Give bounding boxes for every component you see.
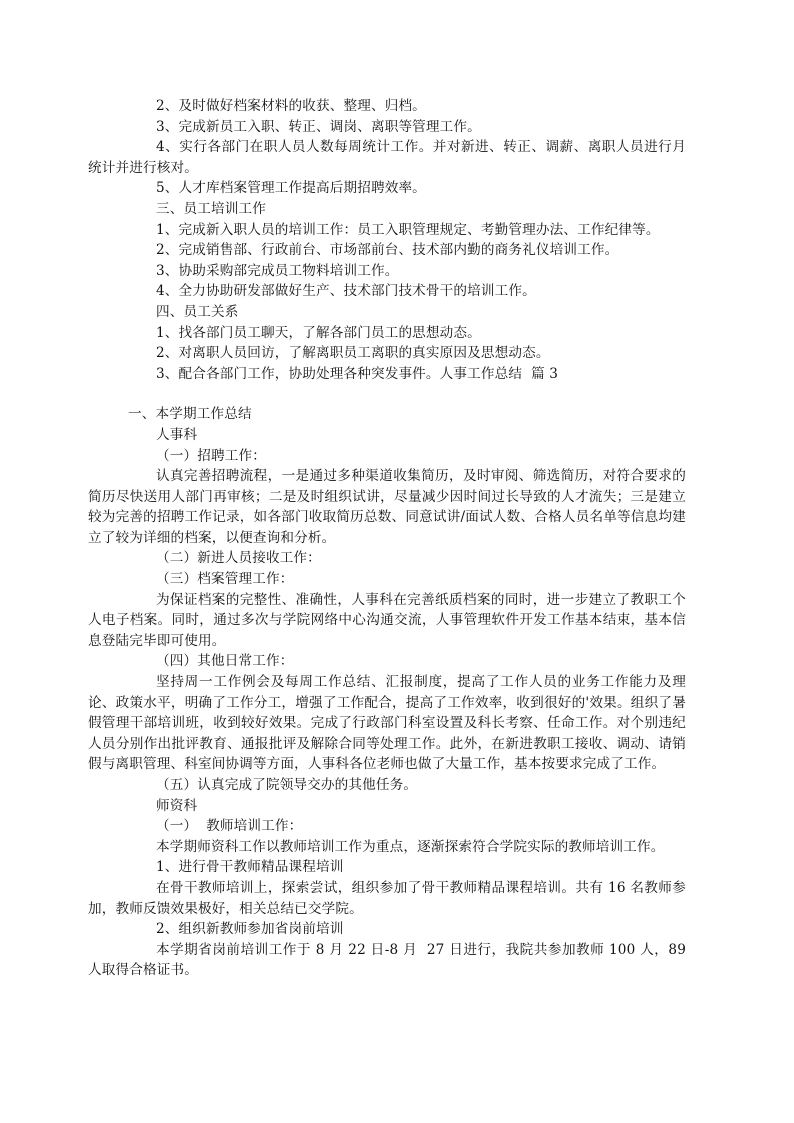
subsection-heading: （二）新进人员接收工作： [156,550,321,567]
list-item: 2、对离职人员回访，了解离职员工离职的真实原因及思想动态。 [156,345,550,362]
paragraph-gap [118,384,686,404]
subsection-heading: （一）招聘工作： [156,447,266,464]
body-paragraph: 在骨干教师培训上，探索尝试，组织参加了骨干教师精品课程培训。共有 16 名教师参加，教师反馈效果极好，相关总结已交学院。 [88,879,686,917]
list-item: 2、组织新教师参加省岗前培训 [156,921,344,938]
list-item: 3、配合各部门工作，协助处理各种突发事件。人事工作总结 篇 3 [156,365,559,382]
section-heading: 三、员工培训工作 [156,200,266,217]
subsection-heading: 师资科 [156,797,198,814]
list-item: 4、实行各部门在职人员人数每周统计工作。并对新进、转正、调薪、离职人员进行月统计并进行核对。 [88,139,686,176]
section-heading: 一、本学期工作总结 [128,406,252,423]
body-paragraph: 坚持周一工作例会及每周工作总结、汇报制度，提高了工作人员的业务工作能力及理论、政策水平，明确了工作分工，增强了工作配合，提高了工作效率，收到很好的'效果。组织了暑假管理干部培训班，收到较好效果。完成了行政部门科室设置及科长考察、任命工作。对个别违纪人员分别作出批评教育、通报批评及解除合同等处理工作。此外，在新进教职工接收、调动、请销假与离职管理、科室间协调等方面，人事科各位老师也做了大量工作，基本按要求完成了工作。 [88,674,686,773]
list-item: 4、全力协助研发部做好生产、技术部门技术骨干的培训工作。 [156,283,536,300]
subsection-heading: （四）其他日常工作： [156,653,294,670]
list-item: 2、完成销售部、行政前台、市场部前台、技术部内勤的商务礼仪培训工作。 [156,242,619,259]
list-item: 2、及时做好档案材料的收获、整理、归档。 [156,98,426,114]
section-heading: 四、员工关系 [156,303,239,320]
list-item: 1、找各部门员工聊天，了解各部门员工的思想动态。 [156,324,481,341]
list-item: 3、协助采购部完成员工物料培训工作。 [156,262,399,279]
body-paragraph: 为保证档案的完整性、准确性，人事科在完善纸质档案的同时，进一步建立了教职工个人电子档案。同时，通过多次与学院网络中心沟通交流，人事管理软件开发工作基本结束，基本信息登陆完毕即可使用。 [88,591,686,649]
body-paragraph: 认真完善招聘流程，一是通过多种渠道收集简历，及时审阅、筛选简历，对符合要求的简历尽快送用人部门再审核；二是及时组织试讲，尽量减少因时间过长导致的人才流失；三是建立较为完善的招聘工作记录，如各部门收取简历总数、同意试讲/面试人数、合格人员名单等信息均建立了较为详细的档案，以便查询和分析。 [88,468,686,546]
document-body [88,96,691,981]
list-item: 5、人才库档案管理工作提高后期招聘效率。 [156,180,426,197]
subsection-heading: （一） 教师培训工作： [156,818,303,835]
subsection-heading: （五）认真完成了院领导交办的其他任务。 [156,777,418,793]
list-item: 3、完成新员工入职、转正、调岗、离职等管理工作。 [156,118,481,135]
body-paragraph: 本学期省岗前培训工作于 8 月 22 日-8 月 27 日进行，我院共参加教师 100 人，89 人取得合格证书。 [88,941,691,979]
body-paragraph: 本学期师资科工作以教师培训工作为重点，逐渐探索符合学院实际的教师培训工作。 [156,838,665,855]
subsection-heading: 人事科 [156,426,198,443]
list-item: 1、进行骨干教师精品课程培训 [156,859,344,876]
list-item: 1、完成新入职人员的培训工作：员工入职管理规定、考勤管理办法、工作纪律等。 [156,221,660,238]
subsection-heading: （三）档案管理工作： [156,571,294,588]
